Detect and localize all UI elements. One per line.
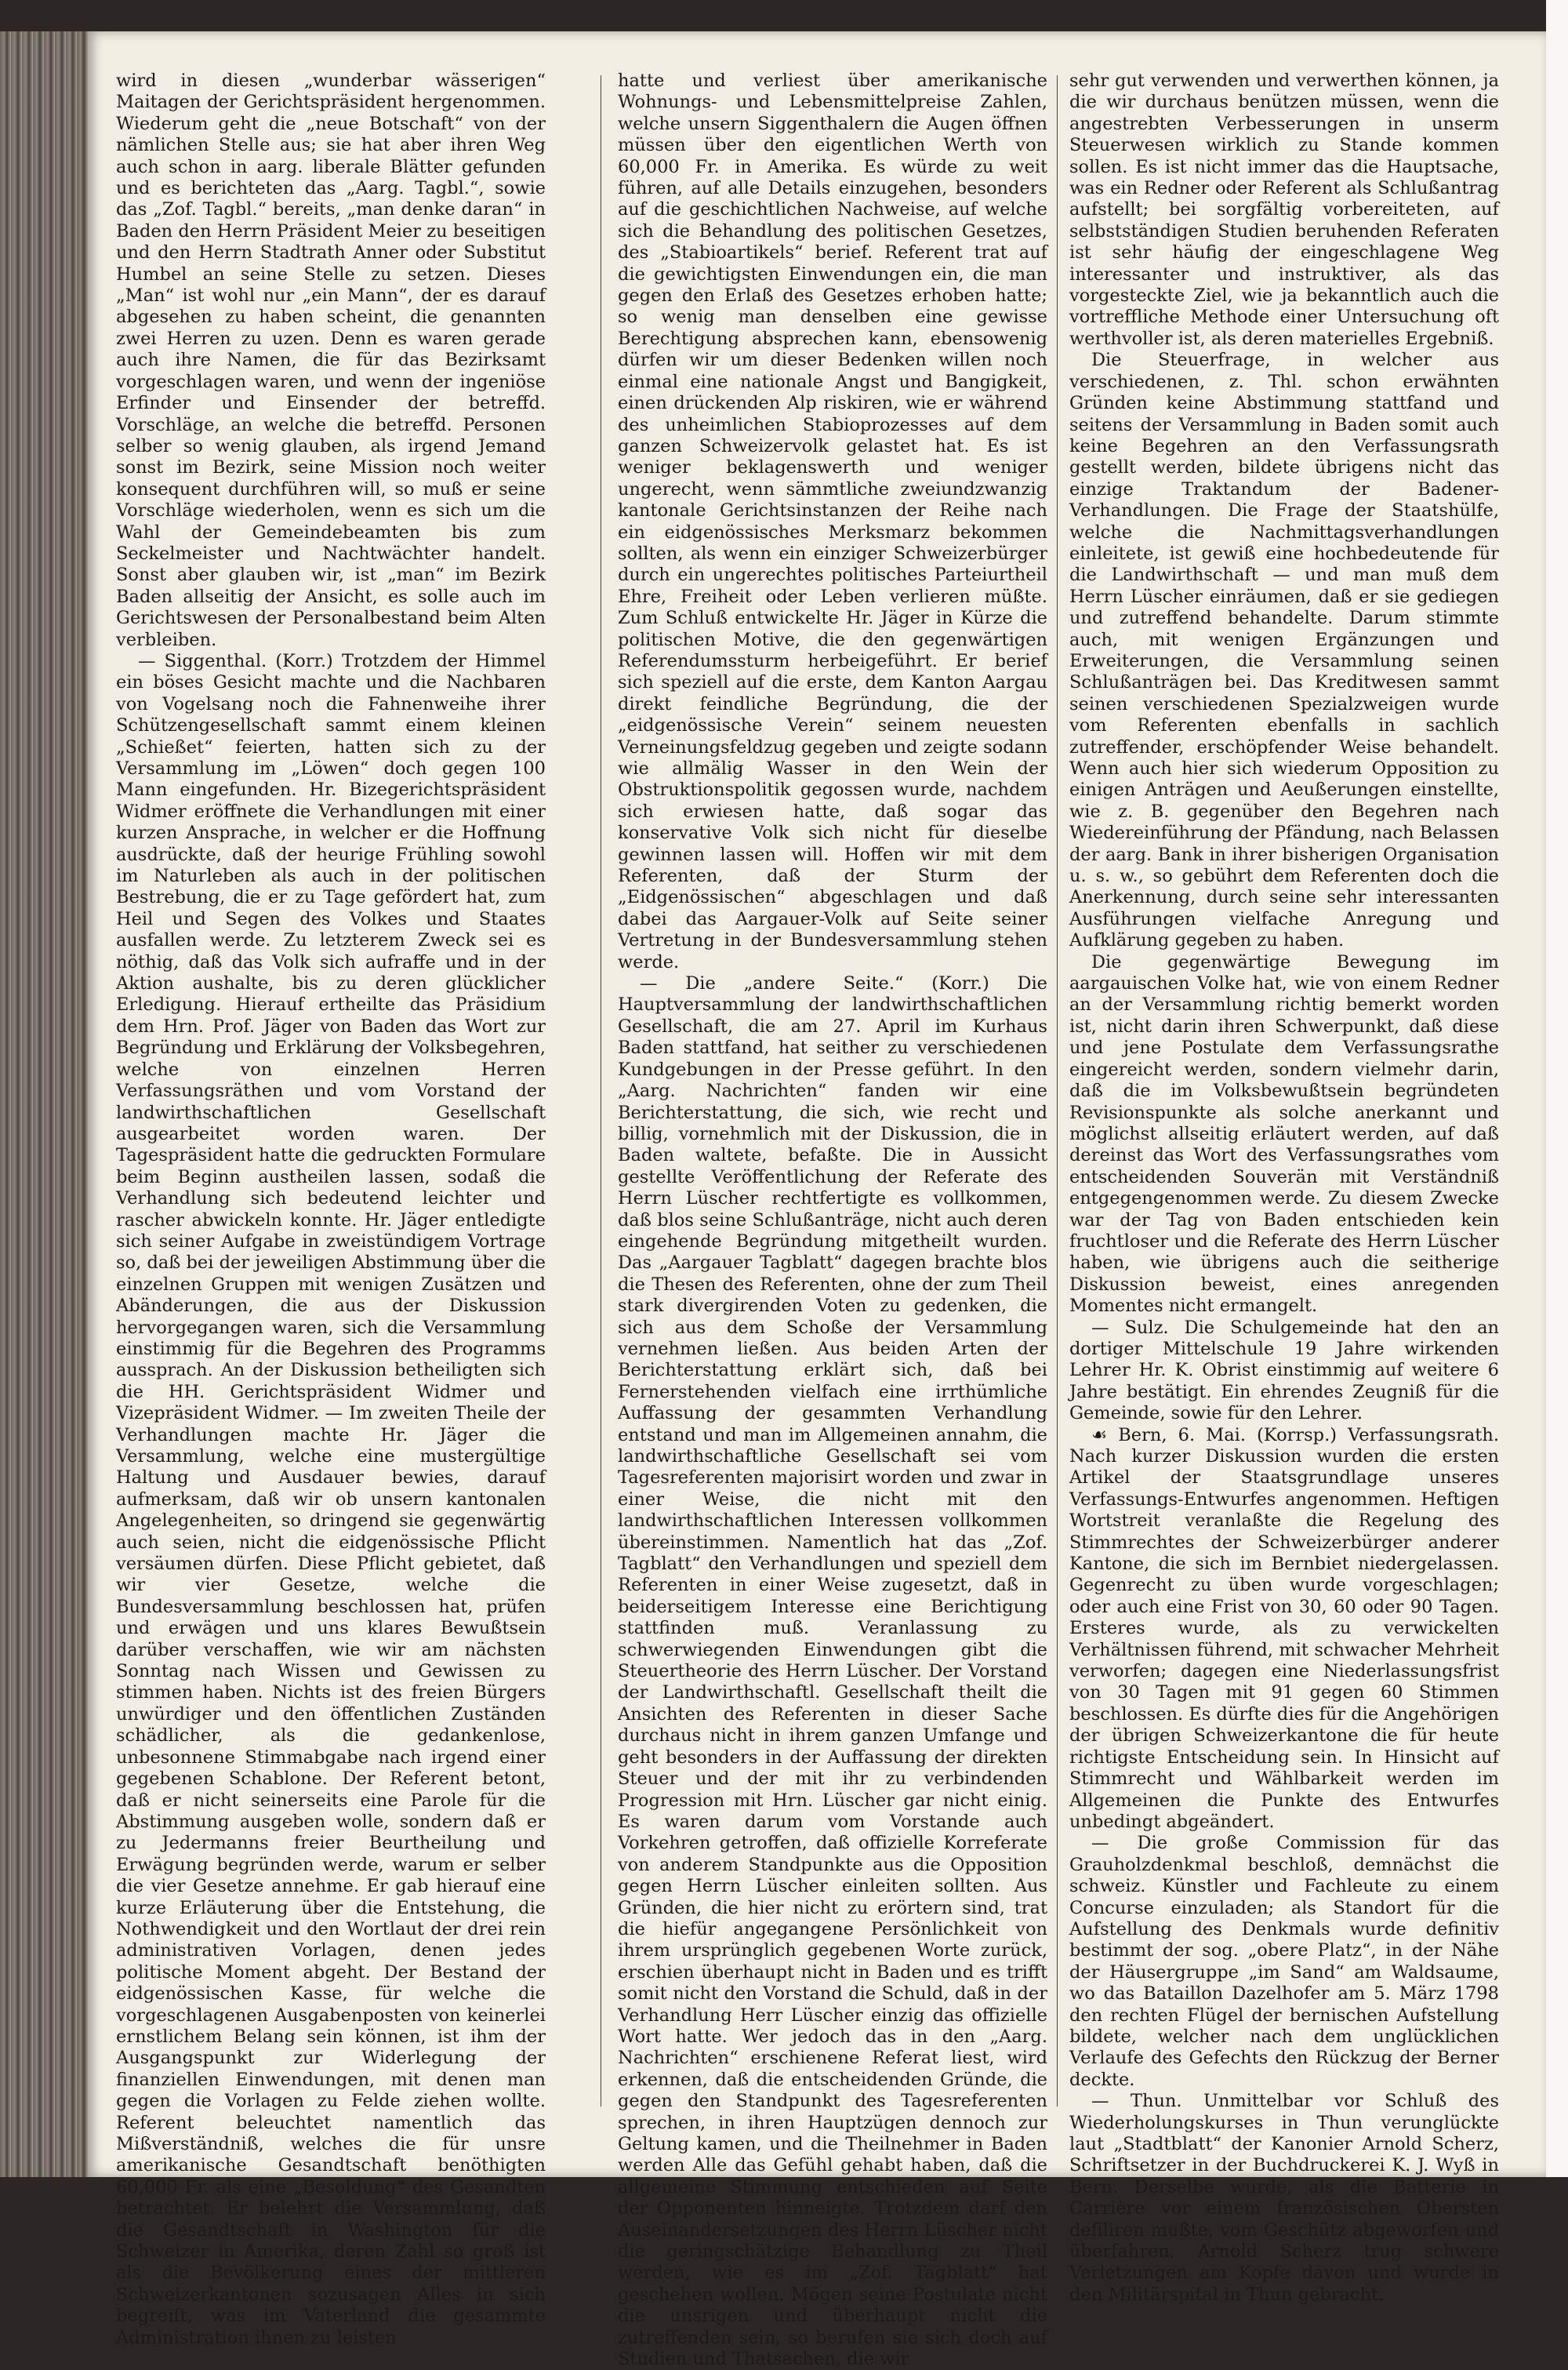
scan-margin [1546,0,1568,2177]
article-andere-seite: — Die „andere Seite.“ (Korr.) Die Hauptversammlung der landwirthschaftlichen Gesellschaft, die am 27. April im Kurhaus Baden stattfand, hat seither zu verschiedenen Kundgebungen in der Presse geführt. In den „Aarg. Nachrichten“ fanden wir eine Berichterstattung, die sich, wie recht und billig, vornehmlich mit der Diskussion, die in Baden waltete, befaßte. Die in Aussicht gestellte Veröffentlichung der Referate des Herrn Lüscher rechtfertigte es vollkommen, daß blos seine Schlußanträge, nicht auch deren eingehende Begründung mitgetheilt wurden. Das „Aargauer Tagblatt“ dagegen brachte blos die Thesen des Referenten, ohne der zum Theil stark divergirenden Voten zu gedenken, die sich aus dem Schoße der Versammlung vernehmen ließen. Aus beiden Arten der Berichterstattung erklärt sich, daß bei Fernerstehenden vielfach eine irrthümliche Auffassung der gesammten Verhandlung entstand und man im Allgemeinen annahm, die landwirthschaftliche Gesellschaft sei vom Tagesreferenten majorisirt worden und zwar in einer Weise, die nicht mit den landwirthschaftlichen Interessen vollkommen übereinstimmen. Namentlich hat das „Zof. Tagblatt“ den Verhandlungen und speziell dem Referenten in einer Weise zugesetzt, daß in beiderseitigem Interesse eine Berichtigung stattfinden muß. Veranlassung zu schwerwiegenden Einwendungen gibt die Steuertheorie des Herrn Lüscher. Der Vorstand der Landwirthschaftl. Gesellschaft theilt die Ansichten des Referenten in dieser Sache durchaus nicht in ihrem ganzen Umfange und geht besonders in der Auffassung der direkten Steuer und der mit ihr zu verbindenden Progression mit Hrn. Lüscher gar nicht einig. Es waren darum vom Vorstande auch Vorkehren getroffen, daß offizielle Korreferate von anderem Standpunkte aus die Opposition gegen Herrn Lüscher einleiten sollten. Aus Gründen, die hier nicht zu erörtern sind, trat die hiefür angegangene Persönlichkeit von ihrem ursprünglich gegebenen Worte zurück, erschien überhaupt nicht in Baden und es trifft somit nicht den Vorstand die Schuld, daß in der Verhandlung Herr Lüscher einzig das offizielle Wort hatte. Wer jedoch das in den „Aarg. Nachrichten“ erschienene Referat liest, wird erkennen, daß die entscheidenden Gründe, die gegen den Standpunkt des Tagesreferenten sprechen, in ihren Hauptzügen dennoch zur Geltung kamen, und die Theilnehmer in Baden werden Alle das Gefühl gehabt haben, daß die allgemeine Stimmung entschieden auf Seite der Opponenten hinneigte. Trotzdem darf den Auseinandersetzungen des Herrn Lüscher nicht die geringschätzige Behandlung zu Theil werden, wie es im „Zof. Tagblatt“ hat geschehen wollen. Mögen seine Postulate nicht die unsrigen und überhaupt nicht die zutreffenden sein, so berufen sie sich doch auf Studien und Thatsachen, die wir [618,973,1047,2370]
column-rule-2 [1057,75,1058,2106]
article-paragraph: wird in diesen „wunderbar wässerigen“ Maitagen der Gerichtspräsident hergenommen. Wiederum geht die „neue Botschaft“ von der nämlichen Stelle aus; sie hat aber ihren Weg auch schon in aarg. liberale Blätter gefunden und es berichteten das „Aarg. Tagbl.“, sowie das „Zof. Tagbl.“ bereits, „man denke daran“ in Baden den Herrn Präsident Meier zu beseitigen und den Herrn Stadtrath Anner oder Substitut Humbel an seine Stelle zu setzen. Dieses „Man“ ist wohl nur „ein Mann“, der es darauf abgesehen zu haben scheint, die genannten zwei Herren zu uzen. Denn es waren gerade auch ihre Namen, die für das Bezirksamt vorgeschlagen waren, und wenn der ingeniöse Erfinder und Einsender der betreffd. Vorschläge, an welche die betreffd. Personen selber so wenig glauben, als irgend Jemand sonst im Bezirk, seine Mission noch weiter konsequent durchführen will, so muß er seine Vorschläge wiederholen, wenn es sich um die Wahl der Gemeindebeamten bis zum Seckelmeister und Nachtwächter handelt. Sonst aber glauben wir, ist „man“ im Bezirk Baden allseitig der Ansicht, es solle auch im Gerichtswesen der Personalbestand beim Alten verbleiben. [116,71,546,650]
column-right [1069,71,1499,2305]
book-binding-edge [0,31,88,2177]
article-grauholz: — Die große Commission für das Grauholzdenkmal beschloß, demnächst die schweiz. Künstler und Fachleute zu einem Concurse einzuladen; als Standort für die Aufstellung des Denkmals wurde definitiv bestimmt der sog. „obere Platz“, in der Nähe der Häusergruppe „im Sand“ am Waldsaume, wo das Bataillon Dazelhofer am 5. März 1798 den rechten Flügel der bernischen Aufstellung bildete, welcher nach dem unglücklichen Verlaufe des Gefechts den Rückzug der Berner deckte. [1069,1833,1499,2090]
article-paragraph: hatte und verliest über amerikanische Wohnungs- und Lebensmittelpreise Zahlen, welche unsern Siggenthalern die Augen öffnen müssen über den eigentlichen Werth von 60,000 Fr. in Amerika. Es würde zu weit führen, auf alle Details einzugehen, besonders auf die geschichtlichen Nachweise, auf welche sich die Behandlung des politischen Gesetzes, des „Stabioartikels“ berief. Referent trat auf die gewichtigsten Einwendungen ein, die man gegen den Erlaß des Gesetzes erhoben hatte; so wenig man denselben eine gewisse Berechtigung absprechen kann, ebensowenig dürfen wir um dieser Bedenken willen noch einmal eine nationale Angst und Bangigkeit, einen drückenden Alp riskiren, wie er während des unheimlichen Stabioprozesses auf dem ganzen Schweizervolk gelastet hat. Es ist weniger beklagenswerth und weniger ungerecht, wenn sämmtliche zweiundzwanzig kantonale Gerichtsinstanzen der Reihe nach ein eidgenössisches Merksmarz bekommen sollten, als wenn ein einziger Schweizerbürger durch ein ungerechtes politisches Parteiurtheil Ehre, Freiheit oder Leben verlieren müßte. Zum Schluß entwickelte Hr. Jäger in Kürze die politischen Motive, die den gegenwärtigen Referendumssturm herbeigeführt. Er berief sich speziell auf die erste, dem Kanton Aargau direkt feindliche Begründung, die der „eidgenössische Verein“ seinem neuesten Verneinungsfeldzug gegeben und zeigte sodann wie allmälig Wasser in den Wein der Obstruktionspolitik gegossen wurde, nachdem sich erwiesen hatte, daß sogar das konservative Volk sich nicht für dieselbe gewinnen lassen will. Hoffen wir mit dem Referenten, daß der Sturm der „Eidgenössischen“ abgeschlagen und daß dabei das Aargauer-Volk auf Seite seiner Vertretung in der Bundesversammlung stehen werde. [618,71,1047,972]
column-left [116,71,546,2348]
article-bewegung: Die gegenwärtige Bewegung im aargauischen Volke hat, wie von einem Redner an der Versammlung richtig bemerkt worden ist, nicht darin ihren Schwerpunkt, daß diese und jene Postulate dem Verfassungsrathe eingereicht werden, sondern vielmehr darin, daß die im Volksbewußtsein begründeten Revisionspunkte als solche anerkannt und möglichst allseitig erläutert werden, auf daß dereinst das Wort des Verfassungsrathes vom entscheidenden Souverän mit Verständniß entgegengenommen werde. Zu diesem Zwecke war der Tag von Baden entschieden kein fruchtloser und die Referate des Herrn Lüscher haben, wie übrigens auch die seitherige Diskussion beweist, eines anregenden Momentes nicht ermangelt. [1069,951,1499,1317]
column-middle [618,71,1047,2370]
article-siggenthal: — Siggenthal. (Korr.) Trotzdem der Himmel ein böses Gesicht machte und die Nachbaren von Vogelsang noch die Fahnenweihe ihrer Schützengesellschaft sammt einem kleinen „Schießet“ feierten, hatten sich zu der Versammlung im „Löwen“ doch gegen 100 Mann eingefunden. Hr. Bizegerichtspräsident Widmer eröffnete die Verhandlungen mit einer kurzen Ansprache, in welcher er die Hoffnung ausdrückte, daß der heurige Frühling sowohl im Naturleben als auch in der politischen Bestrebung, die er zu Tage gefördert hat, zum Heil und Segen des Volkes und Staates ausfallen werde. Zu letzterem Zweck sei es nöthig, daß das Volk sich aufraffe und in der Aktion aushalte, bis zu deren glücklicher Erledigung. Hierauf ertheilte das Präsidium dem Hrn. Prof. Jäger von Baden das Wort zur Begründung und Erklärung der Volksbegehren, welche von einzelnen Herren Verfassungsräthen und vom Vorstand der landwirthschaftlichen Gesellschaft ausgearbeitet worden waren. Der Tagespräsident hatte die gedruckten Formulare beim Beginn austheilen lassen, sodaß die Verhandlung sich bedeutend leichter und rascher abwickeln konnte. Hr. Jäger entledigte sich seiner Aufgabe in zweistündigem Vortrage so, daß bei der jeweiligen Abstimmung über die einzelnen Gruppen mit wenigen Zusätzen und Abänderungen, die aus der Diskussion hervorgegangen waren, sich die Versammlung einstimmig für die Begehren des Programms aussprach. An der Diskussion betheiligten sich die HH. Gerichtspräsident Widmer und Vizepräsident Widmer. — Im zweiten Theile der Verhandlungen machte Hr. Jäger die Versammlung, welche eine mustergültige Haltung und Ausdauer bewies, darauf aufmerksam, daß wir ob unsern kantonalen Angelegenheiten, so dringend sie gegenwärtig auch seien, nicht die eidgenössische Pflicht versäumen dürfen. Diese Pflicht gebietet, daß wir vier Gesetze, welche die Bundesversammlung beschlossen hat, prüfen und erwägen und uns klares Bewußtsein darüber verschaffen, wie wir am nächsten Sonntag nach Wissen und Gewissen zu stimmen haben. Nichts ist des freien Bürgers unwürdiger und den öffentlichen Zuständen schädlicher, als die gedankenlose, unbesonnene Stimmabgabe nach irgend einer gegebenen Schablone. Der Referent betont, daß er nicht seinerseits eine Parole für die Abstimmung ausgeben wolle, sondern daß er zu Jedermanns freier Beurtheilung und Erwägung begründen werde, warum er selber die vier Gesetze annehme. Er gab hierauf eine kurze Erläuterung über die Entstehung, die Nothwendigkeit und den Wortlaut der drei rein administrativen Vorlagen, denen jedes politische Moment abgeht. Der Bestand der eidgenössischen Kasse, für welche die vorgeschlagenen Ausgabenposten von keinerlei ernstlichem Belang sein können, ist ihm der Ausgangspunkt zur Widerlegung der finanziellen Einwendungen, mit denen man gegen die Vorlagen zu Felde ziehen wollte. Referent beleuchtet namentlich das Mißverständniß, welches die für unsre amerikanische Gesandtschaft benöthigten 60,000 Fr. als eine „Besoldung“ des Gesandten betrachtet. Er belehrt die Versammlung, daß die Gesandtschaft in Washington für die Schweizer in Amerika, deren Zahl so groß ist als die Bevölkerung eines der mittleren Schweizerkantonen sozusagen Alles in sich begreift, was im Vaterland die gesammte Administration ihnen zu leisten [116,650,546,2348]
article-paragraph: sehr gut verwenden und verwerthen können, ja die wir durchaus benützen müssen, wenn die angestrebten Verbesserungen in unserm Steuerwesen wirklich zu Stande kommen sollen. Es ist nicht immer das die Hauptsache, was ein Redner oder Referent als Schlußantrag aufstellt; bei sorgfältig vorbereiteten, auf selbstständigen Studien beruhenden Referaten ist sehr häufig der eingeschlagene Weg interessanter und instruktiver, als das vorgesteckte Ziel, wie ja bekanntlich auch die vortreffliche Methode einer Untersuchung oft werthvoller ist, als deren materielles Ergebniß. [1069,71,1499,349]
article-thun: — Thun. Unmittelbar vor Schluß des Wiederholungskurses in Thun verunglückte laut „Stadtblatt“ der Kanonier Arnold Scherz, Schriftsetzer in der Buchdruckerei K. J. Wyß in Bern. Derselbe wurde, als die Batterie in Carrière vor einem französischen Obersten defiliren mußte, vom Geschütz abgeworfen und überfahren. Arnold Scherz trug schwere Verletzungen am Kopfe davon und wurde in den Militärspital in Thun gebracht. [1069,2091,1499,2305]
article-sulz: — Sulz. Die Schulgemeinde hat den an dortiger Mittelschule 19 Jahre wirkenden Lehrer Hr. K. Obrist einstimmig auf weitere 6 Jahre bestätigt. Ein ehrendes Zeugniß für die Gemeinde, sowie für den Lehrer. [1069,1317,1499,1424]
article-bern: ☙ Bern, 6. Mai. (Korrsp.) Verfassungsrath. Nach kurzer Diskussion wurden die ersten Artikel der Staatsgrundlage unseres Verfassungs-Entwurfes angenommen. Heftigen Wortstreit veranlaßte die Regelung des Stimmrechtes der Schweizerbürger anderer Kantone, die sich im Bernbiet niedergelassen. Gegenrecht zu üben wurde vorgeschlagen; oder auch eine Frist von 30, 60 oder 90 Tagen. Ersteres wurde, als zu verwickelten Verhältnissen führend, mit schwacher Mehrheit verworfen; dagegen eine Niederlassungsfrist von 30 Tagen mit 91 gegen 60 Stimmen beschlossen. Es dürfte dies für die Angehörigen der übrigen Schweizerkantone die für heute richtigste Entscheidung sein. In Hinsicht auf Stimmrecht und Wählbarkeit werden im Allgemeinen die Punkte des Entwurfes unbedingt abgeändert. [1069,1424,1499,1832]
article-steuerfrage: Die Steuerfrage, in welcher aus verschiedenen, z. Thl. schon erwähnten Gründen keine Abstimmung stattfand und seitens der Versammlung in Baden somit auch keine Begehren an den Verfassungsrath gestellt werden, bildete übrigens nicht das einzige Traktandum der Badener-Verhandlungen. Die Frage der Staatshülfe, welche die Nachmittagsverhandlungen einleitete, ist gewiß eine hochbedeutende für die Landwirthschaft — und man muß dem Herrn Lüscher einräumen, daß er sie gediegen und zutreffend behandelte. Darum stimmte auch, mit wenigen Ergänzungen und Erweiterungen, die Versammlung seinen Schlußanträgen bei. Das Kreditwesen sammt seinen verschiedenen Spezialzweigen wurde vom Referenten ebenfalls in sachlich zutreffender, erschöpfender Weise behandelt. Wenn auch hier sich wiederum Opposition zu einigen Anträgen und Aeußerungen einstellte, wie z. B. gegenüber den Begehren nach Wiedereinführung der Pfändung, nach Belassen der aarg. Bank in ihrer bisherigen Organisation u. s. w., so gebührt dem Referenten doch die Anerkennung, durch seine sehr interessanten Ausführungen vielfache Anregung und Aufklärung gegeben zu haben. [1069,350,1499,951]
